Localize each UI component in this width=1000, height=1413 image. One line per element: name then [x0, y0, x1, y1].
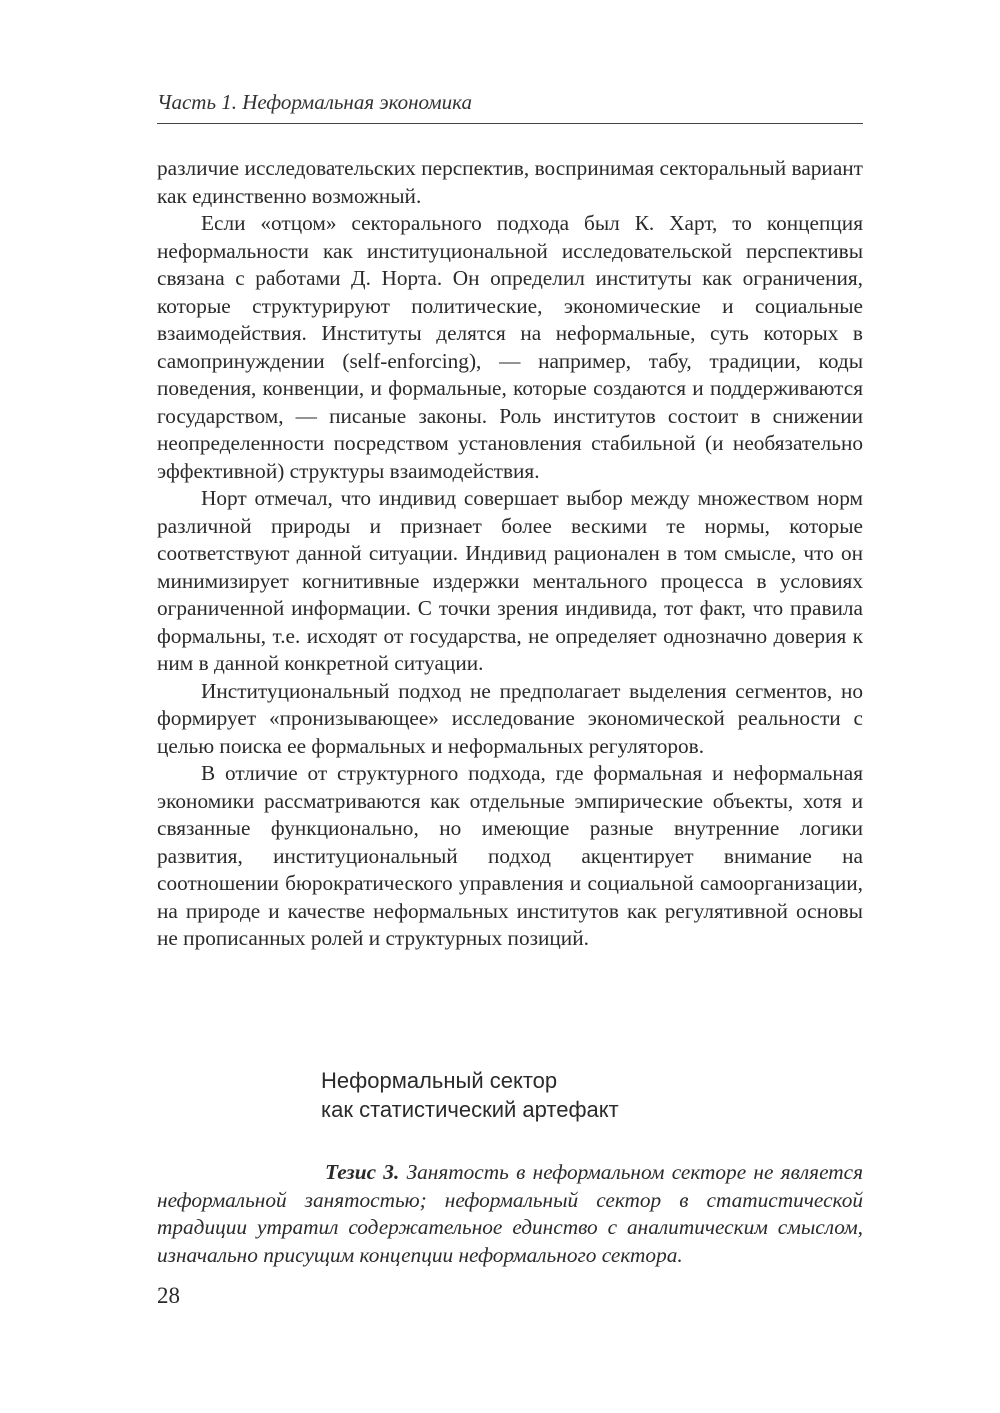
running-head: Часть 1. Неформальная экономика [157, 90, 863, 124]
body-text [157, 155, 863, 953]
thesis-paragraph [157, 1159, 863, 1269]
page-number: 28 [157, 1283, 180, 1308]
section-heading-line-1: Неформальный сектор [321, 1068, 558, 1093]
paragraph: В отличие от структурного подхода, где формальная и неформальная экономики рассматриваются как отдельные эмпирические объекты, хотя и связанные функционально, но имеющие разные внутренние логики развития, институциональный подход акцентирует внимание на соотношении бюрократического управления и социальной самоорганизации, на природе и качестве неформальных институтов как регулятивной основы не прописанных ролей и структурных позиций. [157, 761, 863, 950]
paragraph: различие исследовательских перспектив, воспринимая секторальный вариант как единственно возможный. [157, 156, 863, 208]
paragraph: Институциональный подход не предполагает выделения сегментов, но формирует «пронизывающее» исследование экономической реальности с целью поиска ее формальных и неформальных регуляторов. [157, 678, 863, 758]
paragraph: Если «отцом» секторального подхода был К. Харт, то концепция неформальности как институциональной исследовательской перспективы связана с работами Д. Норта. Он определил институты как ограничения, которые структурируют политические, экономические и социальные взаимодействия. Институты делятся на неформальные, суть которых в самопринуждении (self-enforcing), — например, табу, традиции, коды поведения, конвенции, и формальные, которые создаются и поддерживаются государством, — писаные законы. Роль институтов состоит в снижении неопределенности посредством установления стабильной (и необязательно эффективной) структуры взаимодействия. [157, 211, 863, 483]
section-heading [321, 1066, 861, 1124]
section-heading-line-2: как статистический артефакт [321, 1097, 619, 1122]
thesis-text: Занятость в неформальном секторе не является неформальной занятостью; неформальный сектор в статистической традиции утратил содержательное единство с аналитическим смыслом, изначально присущим концепции неформального сектора. [157, 1160, 863, 1267]
thesis-label: Тезис 3. [325, 1160, 400, 1185]
paragraph: Норт отмечал, что индивид совершает выбор между множеством норм различной природы и признает более вескими те нормы, которые соответствуют данной ситуации. Индивид рационален в том смысле, что он минимизирует когнитивные издержки ментального процесса в условиях ограниченной информации. С точки зрения индивида, тот факт, что правила формальны, т.е. исходят от государства, не определяет однозначно доверия к ним в данной конкретной ситуации. [157, 486, 863, 675]
